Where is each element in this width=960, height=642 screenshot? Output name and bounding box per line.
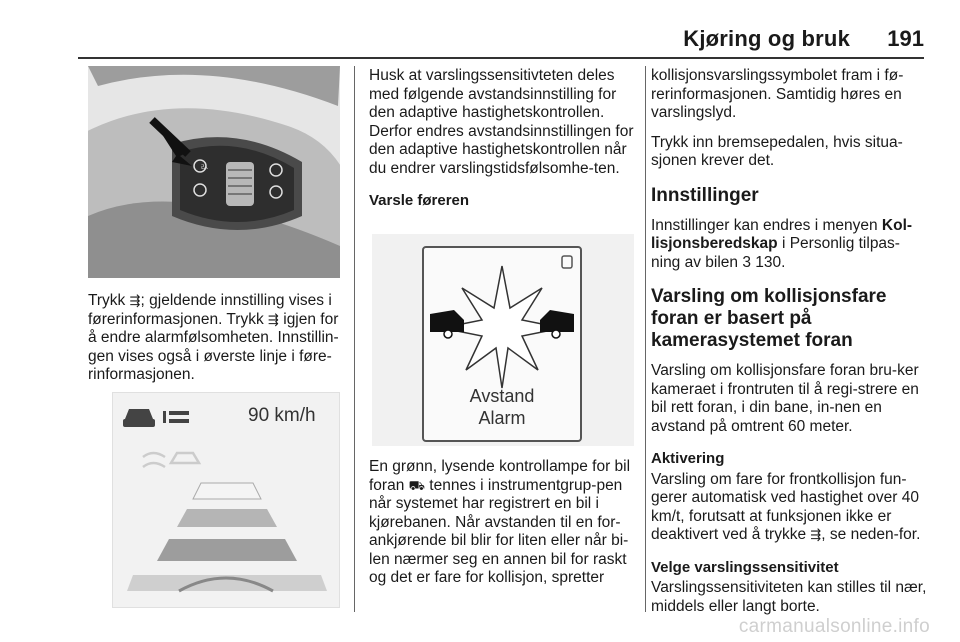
paragraph: Trykk ⇶; gjeldende innstilling vises i førerinformasjonen. Trykk ⇶ igjen for å endre alarmfølsomheten. Innstillin-gen vises også i øverste linje i føre-rinformasjonen. (88, 292, 339, 383)
header-rule (78, 57, 924, 59)
cluster-speed: 90 km/h (248, 405, 316, 426)
page-reference-icon: 3 (742, 253, 751, 271)
column-divider-2 (645, 66, 646, 612)
paragraph: En grønn, lysende kontrollampe for bil foran ⛟ tennes i instrumentgrup-pen når systemet har registrert en bil i kjørebanen. Når avstanden til en for-ankjørende bil blir for liten eller når bi-len nærmer seg en annen bil for raskt og det er fare for kollisjon, spretter (369, 458, 631, 586)
section-heading: Innstillinger (651, 184, 759, 206)
section-heading: Velge varslingssensitivitet (651, 558, 839, 576)
instrument-cluster-figure (112, 392, 340, 608)
alarm-display (422, 246, 582, 442)
steering-wheel-figure (88, 66, 340, 278)
paragraph: kollisjonsvarslingssymbolet fram i fø-rerinformasjonen. Samtidig høres en varslingslyd. (651, 67, 904, 121)
paragraph: Innstillinger kan endres i menyen Kol-lisjonsberedskap i Personlig tilpas-ning av bilen 3 130. (651, 216, 913, 271)
paragraph: Varsling om kollisjonsfare foran bru-ker kameraet i frontruten til å regi-strere en bil rett foran, i din bane, in-nen en avstand på omtrent 60 meter. (651, 362, 919, 435)
vehicle-ahead-icon: ⛟ (408, 477, 425, 493)
paragraph: Husk at varslingssensitivteten deles med følgende avstandsinnstilling for den adaptive hastighetskontrollen. Derfor endres avstandsinnstillingen for den adaptive hastighetskontrollen når du endrer varslingstidsfølsomhe-ten. (369, 67, 634, 177)
page-number: 191 (887, 26, 924, 51)
column-divider-1 (354, 66, 355, 612)
distance-setting-icon: ⇶ (129, 293, 141, 308)
column-2-text-top (369, 67, 635, 213)
column-3-text (651, 67, 927, 627)
section-heading: Varsling om kollisjonsfare foran er basert på kamerasystemet foran (651, 286, 887, 351)
alarm-line-2: Alarm (478, 408, 526, 428)
paragraph: Varslingssensitiviteten kan stilles til nær, middels eller langt borte. (651, 579, 927, 615)
section-heading: Varsle føreren (369, 192, 470, 209)
distance-setting-icon: ⇶ (268, 311, 279, 327)
column-1-text (88, 292, 344, 396)
header-title: Kjøring og bruk (683, 26, 850, 51)
collision-alarm-figure (372, 234, 634, 446)
alarm-line-1: Avstand (469, 386, 535, 406)
column-2-text-bottom (369, 458, 635, 599)
svg-text:ﾭ: ﾭ (200, 163, 209, 173)
section-heading: Aktivering (651, 450, 725, 467)
collision-warning-icon: ⇶ (810, 527, 822, 542)
page-header (0, 0, 960, 58)
watermark: carmanualsonline.info (738, 616, 930, 637)
paragraph: Trykk inn bremsepedalen, hvis situa-sjonen krever det. (651, 133, 903, 169)
paragraph: Varsling om fare for frontkollisjon fun-gerer automatisk ved hastighet over 40 km/t, forutsatt at funksjonen ikke er deaktivert ved å trykke ⇶, se neden-for. (651, 470, 921, 543)
